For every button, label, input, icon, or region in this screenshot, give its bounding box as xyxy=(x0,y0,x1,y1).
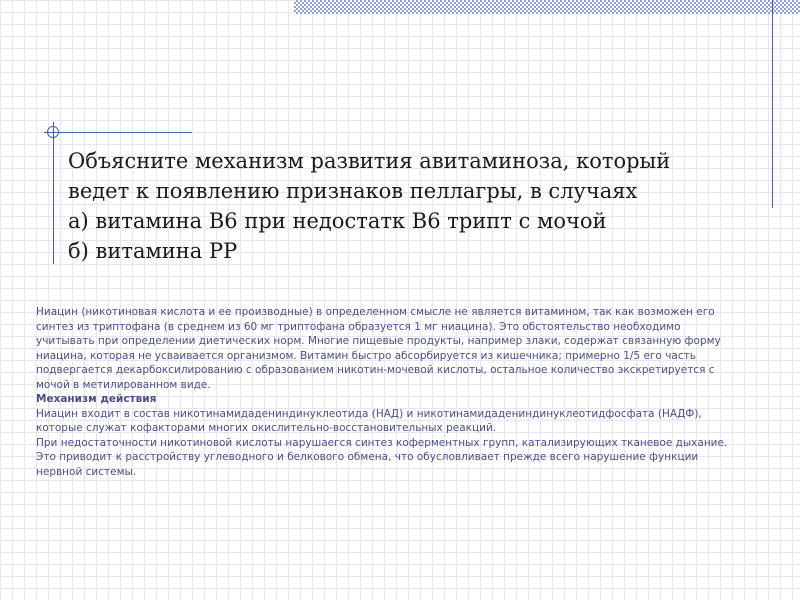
body-text xyxy=(36,305,756,479)
body-line: Это приводит к расстройству углеводного и белкового обмена, что обусловливает прежде всего нарушение функции xyxy=(36,451,699,463)
title-line: ведет к появлению признаков пеллагры, в случаях xyxy=(68,179,638,203)
decorative-vertical-line-right xyxy=(772,0,773,208)
body-line: которые служат кофакторами многих окислительно-восстановительных реакций. xyxy=(36,422,497,434)
body-line: При недостаточности никотиновой кислоты нарушаегся синтез коферментных групп, катализирующих тканевое дыхание. xyxy=(36,436,728,449)
title-line: Объясните механизм развития авитаминоза, который xyxy=(68,149,671,173)
body-line: Ниацин входит в состав никотинамидадениндинуклеотида (НАД) и никотинамидадениндинуклеотидфосфата (НАДФ), xyxy=(36,407,702,420)
body-line: нервной системы. xyxy=(36,465,137,478)
section-heading: Механизм действия xyxy=(36,393,157,405)
body-line: мочой в метилированном виде. xyxy=(36,378,211,391)
decorative-vertical-line-left xyxy=(53,122,54,264)
body-line: синтез из триптофана (в среднем из 60 мг триптофана образуется 1 мг ниацина). Это обстоятельство необходимо xyxy=(36,320,681,333)
body-line: учитывать при определении диетических норм. Многие пищевые продукты, например злаки, содержат связанную форму xyxy=(36,335,721,347)
body-line: подвергается декарбоксилированию с образованием никотин-мочевой кислоты, остальное количество экскретируется с xyxy=(36,364,715,376)
title-line: а) витамина В6 при недостатк В6 трипт с мочой xyxy=(68,209,607,233)
title-line: б) витамина РР xyxy=(68,239,238,263)
slide-title xyxy=(68,146,748,266)
checkered-header-band xyxy=(294,0,800,14)
body-line: Ниацин (никотиновая кислота и ее производные) в определенном смысле не является витамином, так как возможен его xyxy=(36,306,715,318)
decorative-horizontal-line xyxy=(44,132,192,133)
decorative-circle xyxy=(47,126,59,138)
body-line: ниацина, которая не усваивается организмом. Витамин быстро абсорбируется из кишечника; примерно 1/5 его часть xyxy=(36,349,696,362)
